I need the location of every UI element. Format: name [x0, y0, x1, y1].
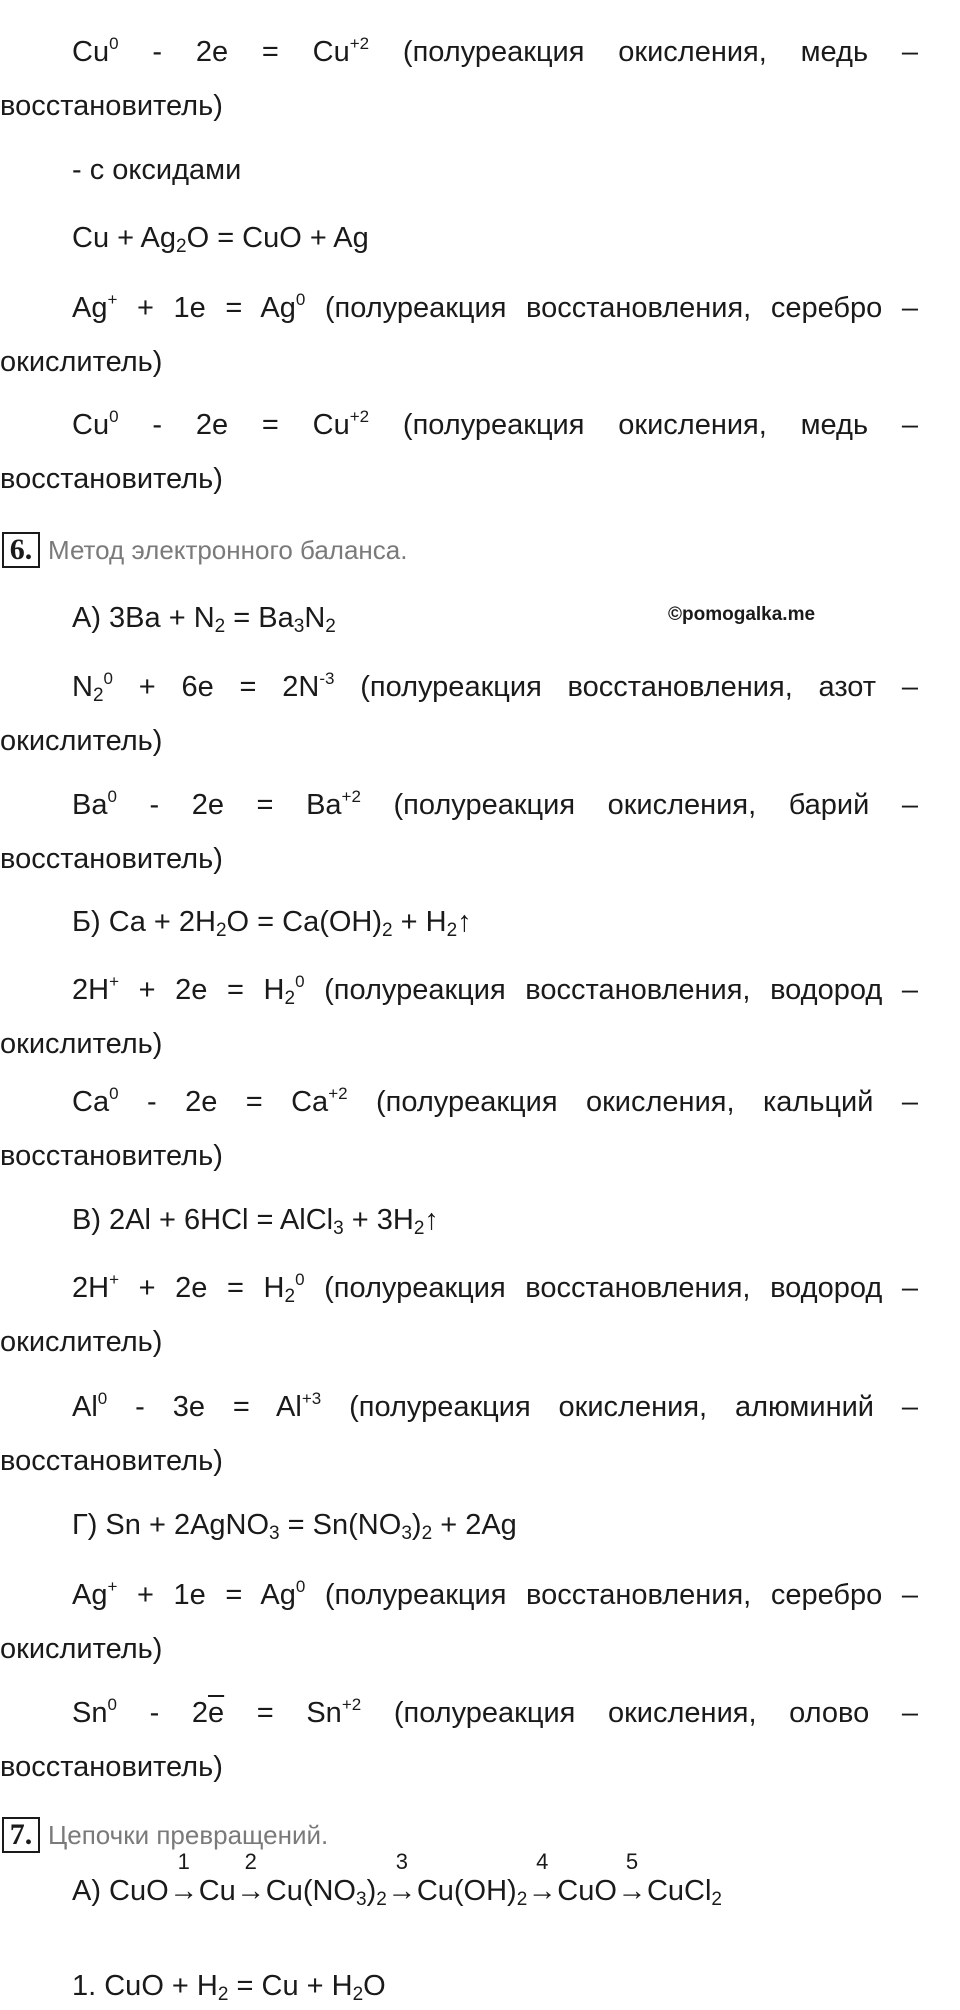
- section-7-number: 7.: [2, 1817, 40, 1853]
- equation-g: Г) Sn + 2AgNO$_3$ = $Sn(NO_3)_2 + 2Ag$: [72, 1509, 517, 1544]
- chain-arrow-4: 4 →: [527, 1849, 557, 1907]
- watermark: ©pomogalka.me: [668, 604, 816, 625]
- half-reaction-ag-reduction-2: $Ag^+ + 1e = Ag^0$ (полуреакция восстановления, серебро – окислитель): [0, 1577, 918, 1665]
- equation-cu-ag2o: $Cu + Ag_2O$ = CuO + Ag: [72, 222, 369, 257]
- half-reaction-al-oxidation: $Al^0 - 3e = Al^{+3}$ (полуреакция окисления, алюминий – восстановитель): [0, 1389, 918, 1477]
- half-reaction-n-reduction: $N_2^0 + 6e = 2N^{-3}$ (полуреакция восстановления, азот – окислитель): [0, 669, 918, 757]
- half-reaction-ba-oxidation: $Ba^0 - 2e = Ba^{+2}$ (полуреакция окисления, барий – восстановитель): [0, 787, 918, 875]
- chain-arrow-3: 3 →: [387, 1849, 417, 1907]
- half-reaction-ca-oxidation: $Ca^0 - 2e = Ca^{+2}$ (полуреакция окисления, кальций – восстановитель): [0, 1084, 919, 1172]
- chain-arrow-2: 2 →: [236, 1849, 266, 1907]
- equation-v: В) 2Al + 6HCl = AlCl$_3$ + $3H_2↑$: [72, 1204, 439, 1239]
- half-reaction-h-reduction-1: $2H^+ + 2e = H_2^0$ (полуреакция восстановления, водород – окислитель): [0, 972, 918, 1060]
- half-reaction-h-reduction-2: $2H^+ + 2e = H_2^0$ (полуреакция восстановления, водород – окислитель): [0, 1270, 918, 1358]
- equation-b: Б) $Ca + 2H_2O = Ca(OH)_2$ + $H_2↑$: [72, 906, 472, 941]
- section-6-number: 6.: [2, 532, 40, 568]
- section-6-header: [2, 530, 407, 570]
- half-reaction-sn-oxidation: $Sn^0 - 2\overline{e} = Sn^{+2}$ (полуреакция окисления, олово – восстановитель): [0, 1695, 918, 1783]
- chain-arrow-5: 5 →: [617, 1849, 647, 1907]
- transformation-chain: А) CuO 1 →Cu 2 $\to Cu(NO_3)_2$ 3 $\to Cu(OH)_2$ 4 →CuO 5 →CuCl$_2$: [72, 1849, 722, 1910]
- section-6-title: Метод электронного баланса.: [48, 534, 408, 565]
- chain-arrow-1: 1 →: [169, 1849, 199, 1907]
- half-reaction-ag-reduction-1: $Ag^+ + 1e = Ag^0$ (полуреакция восстановления, серебро – окислитель): [0, 290, 918, 378]
- chain-step-1-equation: 1. CuO + $H_2 = Cu + H_2O$: [72, 1970, 386, 2005]
- half-reaction-cu-oxidation-1: $Cu^0 - 2e = Cu^{+2}$ (полуреакция окисления, медь – восстановитель): [0, 34, 919, 122]
- section-7-header: [2, 1815, 328, 1855]
- section-7-title: Цепочки превращений.: [48, 1819, 329, 1850]
- half-reaction-cu-oxidation-2: $Cu^0 - 2e = Cu^{+2}$ (полуреакция окисления, медь – восстановитель): [0, 407, 919, 495]
- equation-a: А) $3Ba + N_2 = Ba_3N_2$: [72, 602, 336, 637]
- oxides-label: - с оксидами: [72, 154, 242, 186]
